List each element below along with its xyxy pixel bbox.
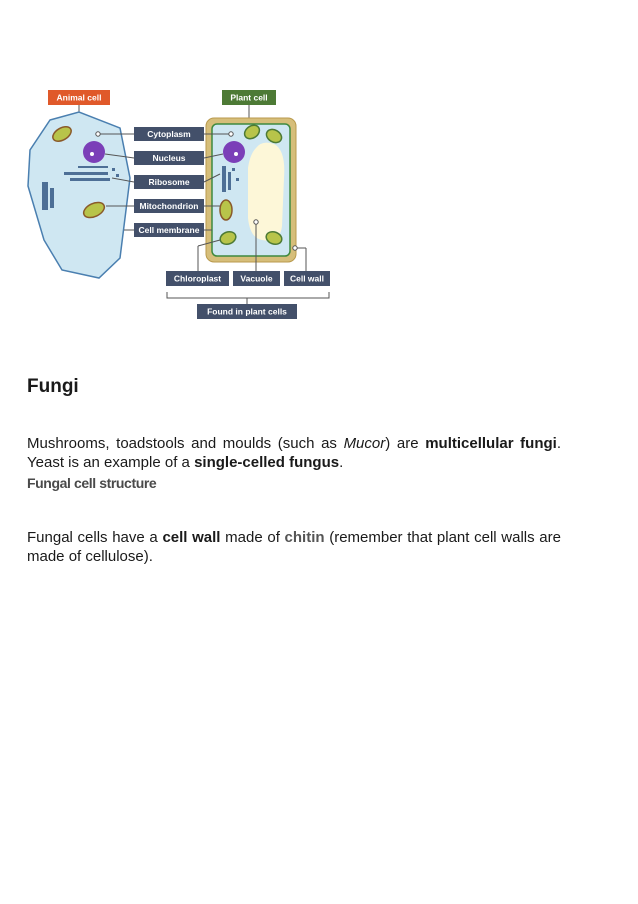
label-mitochondrion: Mitochondrion bbox=[139, 201, 199, 211]
p2-text-1: Fungal cells have a bbox=[27, 529, 163, 546]
paragraph-fungal-cell-wall bbox=[27, 528, 561, 566]
cell-diagram-svg bbox=[24, 88, 334, 328]
label-cell-membrane: Cell membrane bbox=[138, 225, 200, 235]
p2-text-3: (remember that plant cell walls are made of cellulose). bbox=[27, 529, 561, 565]
animal-nucleolus bbox=[90, 152, 94, 156]
animal-cytoplasm-pointer bbox=[96, 132, 100, 136]
plant-nucleolus bbox=[234, 152, 238, 156]
p1-multicellular-fungi: multicellular fungi bbox=[425, 435, 557, 452]
p1-text-2: ) are bbox=[385, 435, 426, 452]
subheading-fungal-cell-structure: Fungal cell structure bbox=[27, 475, 157, 491]
p1-text-3: . Yeast is an example of a bbox=[27, 435, 561, 471]
section-heading: Fungi bbox=[27, 376, 79, 397]
cell-diagram bbox=[24, 88, 334, 328]
label-found-in-plant-cells: Found in plant cells bbox=[207, 306, 287, 317]
p1-text-1: Mushrooms, toadstools and moulds (such as bbox=[27, 435, 344, 452]
plant-vacuole-pointer bbox=[254, 220, 258, 224]
label-chloroplast: Chloroplast bbox=[173, 273, 222, 284]
plant-cell-tag-text: Plant cell bbox=[230, 92, 268, 103]
p1-single-celled-fungus: single-celled fungus bbox=[194, 454, 340, 471]
p1-mucor: Mucor bbox=[343, 435, 386, 452]
p2-cell-wall: cell wall bbox=[162, 529, 221, 546]
label-ribosome: Ribosome bbox=[148, 177, 190, 187]
plant-vacuole bbox=[248, 143, 284, 241]
animal-cell-tag-text: Animal cell bbox=[56, 92, 102, 103]
label-nucleus: Nucleus bbox=[152, 153, 186, 163]
p2-text-2: made of bbox=[220, 529, 285, 546]
plant-cytoplasm-pointer bbox=[229, 132, 233, 136]
paragraph-fungi-types bbox=[27, 434, 561, 472]
plant-nucleus bbox=[223, 141, 245, 163]
label-cytoplasm: Cytoplasm bbox=[147, 129, 191, 139]
plant-wall-pointer bbox=[293, 246, 297, 250]
label-vacuole: Vacuole bbox=[240, 273, 273, 284]
label-cell-wall: Cell wall bbox=[289, 273, 325, 284]
plant-mitochondrion bbox=[220, 200, 232, 220]
animal-nucleus bbox=[83, 141, 105, 163]
found-in-plant-cells-bracket bbox=[167, 292, 329, 298]
p2-chitin: chitin bbox=[284, 529, 325, 546]
p1-text-4: . bbox=[339, 454, 344, 471]
